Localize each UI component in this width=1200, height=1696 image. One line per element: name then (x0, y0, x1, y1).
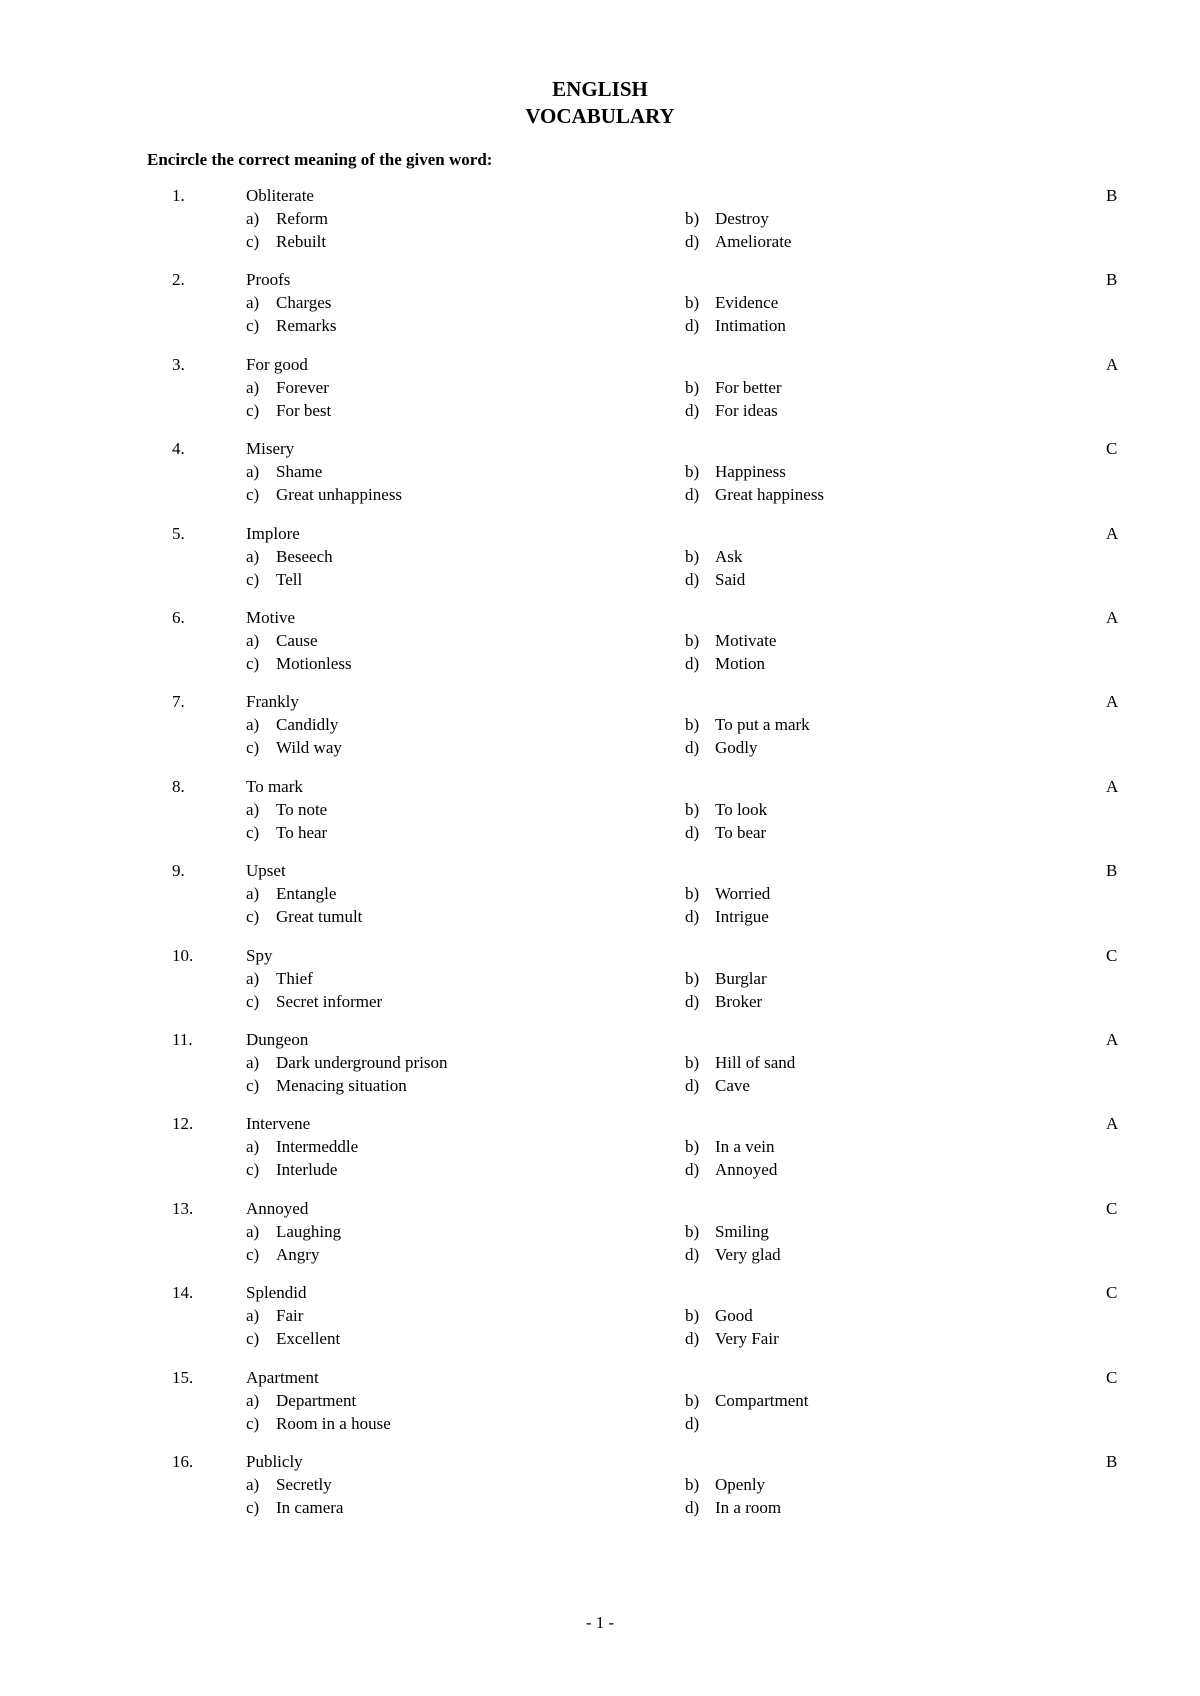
option-letter: b) (685, 1053, 700, 1072)
option-text: Wild way (276, 738, 342, 757)
option-text: Evidence (715, 293, 779, 312)
option-text: Good (715, 1306, 753, 1325)
option-letter: b) (685, 1306, 700, 1325)
option-letter: b) (685, 293, 700, 312)
option-letter: c) (246, 485, 260, 504)
option-text: Angry (276, 1245, 320, 1264)
question-word: Frankly (246, 692, 299, 711)
question-number: 13. (172, 1199, 194, 1218)
question-word: Dungeon (246, 1030, 309, 1049)
option-text: Laughing (276, 1222, 342, 1241)
question-item (0, 269, 1200, 339)
option-letter: c) (246, 907, 260, 926)
question-item (0, 185, 1200, 255)
option-letter: d) (685, 401, 700, 420)
option-letter: a) (246, 1137, 260, 1156)
option-text: Room in a house (276, 1414, 391, 1433)
option-text: Motion (715, 654, 766, 673)
answer-key: C (1106, 439, 1118, 458)
question-item (0, 860, 1200, 930)
option-text: Intimation (715, 316, 786, 335)
option-letter: d) (685, 232, 700, 251)
question-number: 14. (172, 1283, 194, 1302)
option-letter: a) (246, 1222, 260, 1241)
option-text: For ideas (715, 401, 778, 420)
option-text: Motivate (715, 631, 777, 650)
question-number: 15. (172, 1368, 194, 1387)
question-item (0, 1367, 1200, 1437)
option-letter: d) (685, 907, 700, 926)
question-item (0, 776, 1200, 846)
option-letter: b) (685, 1222, 700, 1241)
question-word: Motive (246, 608, 296, 627)
option-letter: d) (685, 1414, 700, 1433)
option-letter: c) (246, 401, 260, 420)
question-number: 9. (172, 861, 185, 880)
option-letter: a) (246, 1391, 260, 1410)
option-text: Tell (276, 570, 303, 589)
option-text: To hear (276, 823, 328, 842)
option-letter: c) (246, 316, 260, 335)
option-letter: c) (246, 1245, 260, 1264)
option-text: Godly (715, 738, 758, 757)
option-letter: d) (685, 654, 700, 673)
option-text: Great tumult (276, 907, 363, 926)
answer-key: C (1106, 946, 1118, 965)
answer-key: B (1106, 1452, 1118, 1471)
option-letter: b) (685, 884, 700, 903)
option-text: Hill of sand (715, 1053, 796, 1072)
option-text: Ask (715, 547, 743, 566)
answer-key: A (1106, 524, 1119, 543)
option-letter: d) (685, 1498, 700, 1517)
question-word: Spy (246, 946, 273, 965)
option-letter: a) (246, 1306, 260, 1325)
option-letter: b) (685, 1137, 700, 1156)
option-text: Forever (276, 378, 329, 397)
option-letter: a) (246, 715, 260, 734)
option-text: Cave (715, 1076, 750, 1095)
answer-key: C (1106, 1199, 1118, 1218)
option-letter: a) (246, 800, 260, 819)
question-word: Apartment (246, 1368, 319, 1387)
question-item (0, 523, 1200, 593)
page-number: - 1 - (585, 1613, 615, 1632)
question-number: 12. (172, 1114, 194, 1133)
answer-key: B (1106, 270, 1118, 289)
option-letter: d) (685, 485, 700, 504)
option-text: Shame (276, 462, 323, 481)
question-word: Intervene (246, 1114, 311, 1133)
answer-key: C (1106, 1368, 1118, 1387)
option-letter: d) (685, 1076, 700, 1095)
option-letter: c) (246, 1329, 260, 1348)
answer-key: A (1106, 1114, 1119, 1133)
option-text: Rebuilt (276, 232, 327, 251)
option-text: Great unhappiness (276, 485, 403, 504)
question-item (0, 438, 1200, 508)
question-word: To mark (246, 777, 303, 796)
option-text: Intrigue (715, 907, 769, 926)
question-number: 4. (172, 439, 185, 458)
option-letter: d) (685, 1245, 700, 1264)
question-word: Implore (246, 524, 300, 543)
question-item (0, 1113, 1200, 1183)
option-text: To bear (715, 823, 767, 842)
option-text: Candidly (276, 715, 339, 734)
option-letter: c) (246, 1160, 260, 1179)
option-text: Said (715, 570, 746, 589)
option-letter: b) (685, 209, 700, 228)
question-word: Splendid (246, 1283, 307, 1302)
question-item (0, 354, 1200, 424)
question-number: 3. (172, 355, 185, 374)
option-text: Dark underground prison (276, 1053, 448, 1072)
question-item (0, 1282, 1200, 1352)
option-letter: a) (246, 547, 260, 566)
option-letter: a) (246, 1053, 260, 1072)
option-letter: c) (246, 1076, 260, 1095)
option-text: Charges (276, 293, 332, 312)
option-text: Annoyed (715, 1160, 778, 1179)
question-word: Upset (246, 861, 286, 880)
option-text: Compartment (715, 1391, 809, 1410)
option-letter: b) (685, 1475, 700, 1494)
option-letter: c) (246, 738, 260, 757)
option-text: Openly (715, 1475, 766, 1494)
instruction-text: Encircle the correct meaning of the given word: (147, 150, 493, 169)
option-text: Entangle (276, 884, 337, 903)
question-item (0, 1029, 1200, 1099)
page-subtitle: VOCABULARY (525, 104, 675, 128)
option-text: Ameliorate (715, 232, 792, 251)
question-word: For good (246, 355, 308, 374)
option-text: Motionless (276, 654, 352, 673)
option-text: Thief (276, 969, 313, 988)
answer-key: B (1106, 186, 1118, 205)
option-text: Department (276, 1391, 357, 1410)
question-word: Obliterate (246, 186, 314, 205)
question-item (0, 1198, 1200, 1268)
option-letter: c) (246, 570, 260, 589)
option-text: Intermeddle (276, 1137, 359, 1156)
option-letter: b) (685, 1391, 700, 1410)
option-letter: b) (685, 969, 700, 988)
option-text: Great happiness (715, 485, 825, 504)
question-word: Proofs (246, 270, 291, 289)
answer-key: A (1106, 355, 1119, 374)
option-letter: c) (246, 654, 260, 673)
option-text: Menacing situation (276, 1076, 407, 1095)
question-number: 2. (172, 270, 185, 289)
option-text: Secret informer (276, 992, 383, 1011)
option-letter: b) (685, 631, 700, 650)
option-text: Interlude (276, 1160, 338, 1179)
option-text: In camera (276, 1498, 344, 1517)
option-text: Smiling (715, 1222, 769, 1241)
option-text: In a room (715, 1498, 782, 1517)
option-text: Burglar (715, 969, 767, 988)
option-letter: d) (685, 738, 700, 757)
option-letter: c) (246, 232, 260, 251)
question-item (0, 1451, 1200, 1521)
option-text: To look (715, 800, 768, 819)
option-text: For best (276, 401, 332, 420)
option-letter: b) (685, 800, 700, 819)
option-letter: d) (685, 823, 700, 842)
question-number: 16. (172, 1452, 194, 1471)
option-letter: b) (685, 547, 700, 566)
option-letter: a) (246, 378, 260, 397)
option-text: To note (276, 800, 328, 819)
option-text: In a vein (715, 1137, 775, 1156)
option-text: Reform (276, 209, 328, 228)
option-letter: a) (246, 293, 260, 312)
answer-key: B (1106, 861, 1118, 880)
question-number: 1. (172, 186, 185, 205)
option-text: Very glad (715, 1245, 781, 1264)
option-text: Fair (276, 1306, 304, 1325)
answer-key: A (1106, 692, 1119, 711)
option-text: Cause (276, 631, 318, 650)
answer-key: A (1106, 608, 1119, 627)
option-letter: a) (246, 884, 260, 903)
question-item (0, 691, 1200, 761)
option-letter: c) (246, 992, 260, 1011)
option-text: Beseech (276, 547, 333, 566)
option-letter: d) (685, 992, 700, 1011)
option-letter: a) (246, 462, 260, 481)
option-letter: d) (685, 1329, 700, 1348)
question-word: Publicly (246, 1452, 303, 1471)
option-text: For better (715, 378, 782, 397)
option-letter: c) (246, 823, 260, 842)
question-item (0, 607, 1200, 677)
option-letter: c) (246, 1498, 260, 1517)
option-text: To put a mark (715, 715, 810, 734)
option-text: Happiness (715, 462, 786, 481)
page-title: ENGLISH (552, 77, 648, 101)
option-text: Worried (715, 884, 771, 903)
question-number: 10. (172, 946, 194, 965)
option-letter: b) (685, 378, 700, 397)
option-letter: b) (685, 715, 700, 734)
option-letter: c) (246, 1414, 260, 1433)
option-text: Destroy (715, 209, 769, 228)
question-number: 7. (172, 692, 185, 711)
option-text: Very Fair (715, 1329, 779, 1348)
question-item (0, 945, 1200, 1015)
option-letter: a) (246, 209, 260, 228)
question-number: 11. (172, 1030, 193, 1049)
option-text: Broker (715, 992, 763, 1011)
option-letter: a) (246, 969, 260, 988)
option-letter: d) (685, 316, 700, 335)
question-word: Annoyed (246, 1199, 309, 1218)
answer-key: A (1106, 777, 1119, 796)
answer-key: A (1106, 1030, 1119, 1049)
option-letter: a) (246, 1475, 260, 1494)
question-word: Misery (246, 439, 295, 458)
question-number: 8. (172, 777, 185, 796)
option-text: Remarks (276, 316, 337, 335)
option-letter: d) (685, 570, 700, 589)
question-number: 5. (172, 524, 185, 543)
option-text: Excellent (276, 1329, 341, 1348)
option-letter: d) (685, 1160, 700, 1179)
option-letter: a) (246, 631, 260, 650)
option-letter: b) (685, 462, 700, 481)
option-text: Secretly (276, 1475, 332, 1494)
answer-key: C (1106, 1283, 1118, 1302)
question-number: 6. (172, 608, 185, 627)
